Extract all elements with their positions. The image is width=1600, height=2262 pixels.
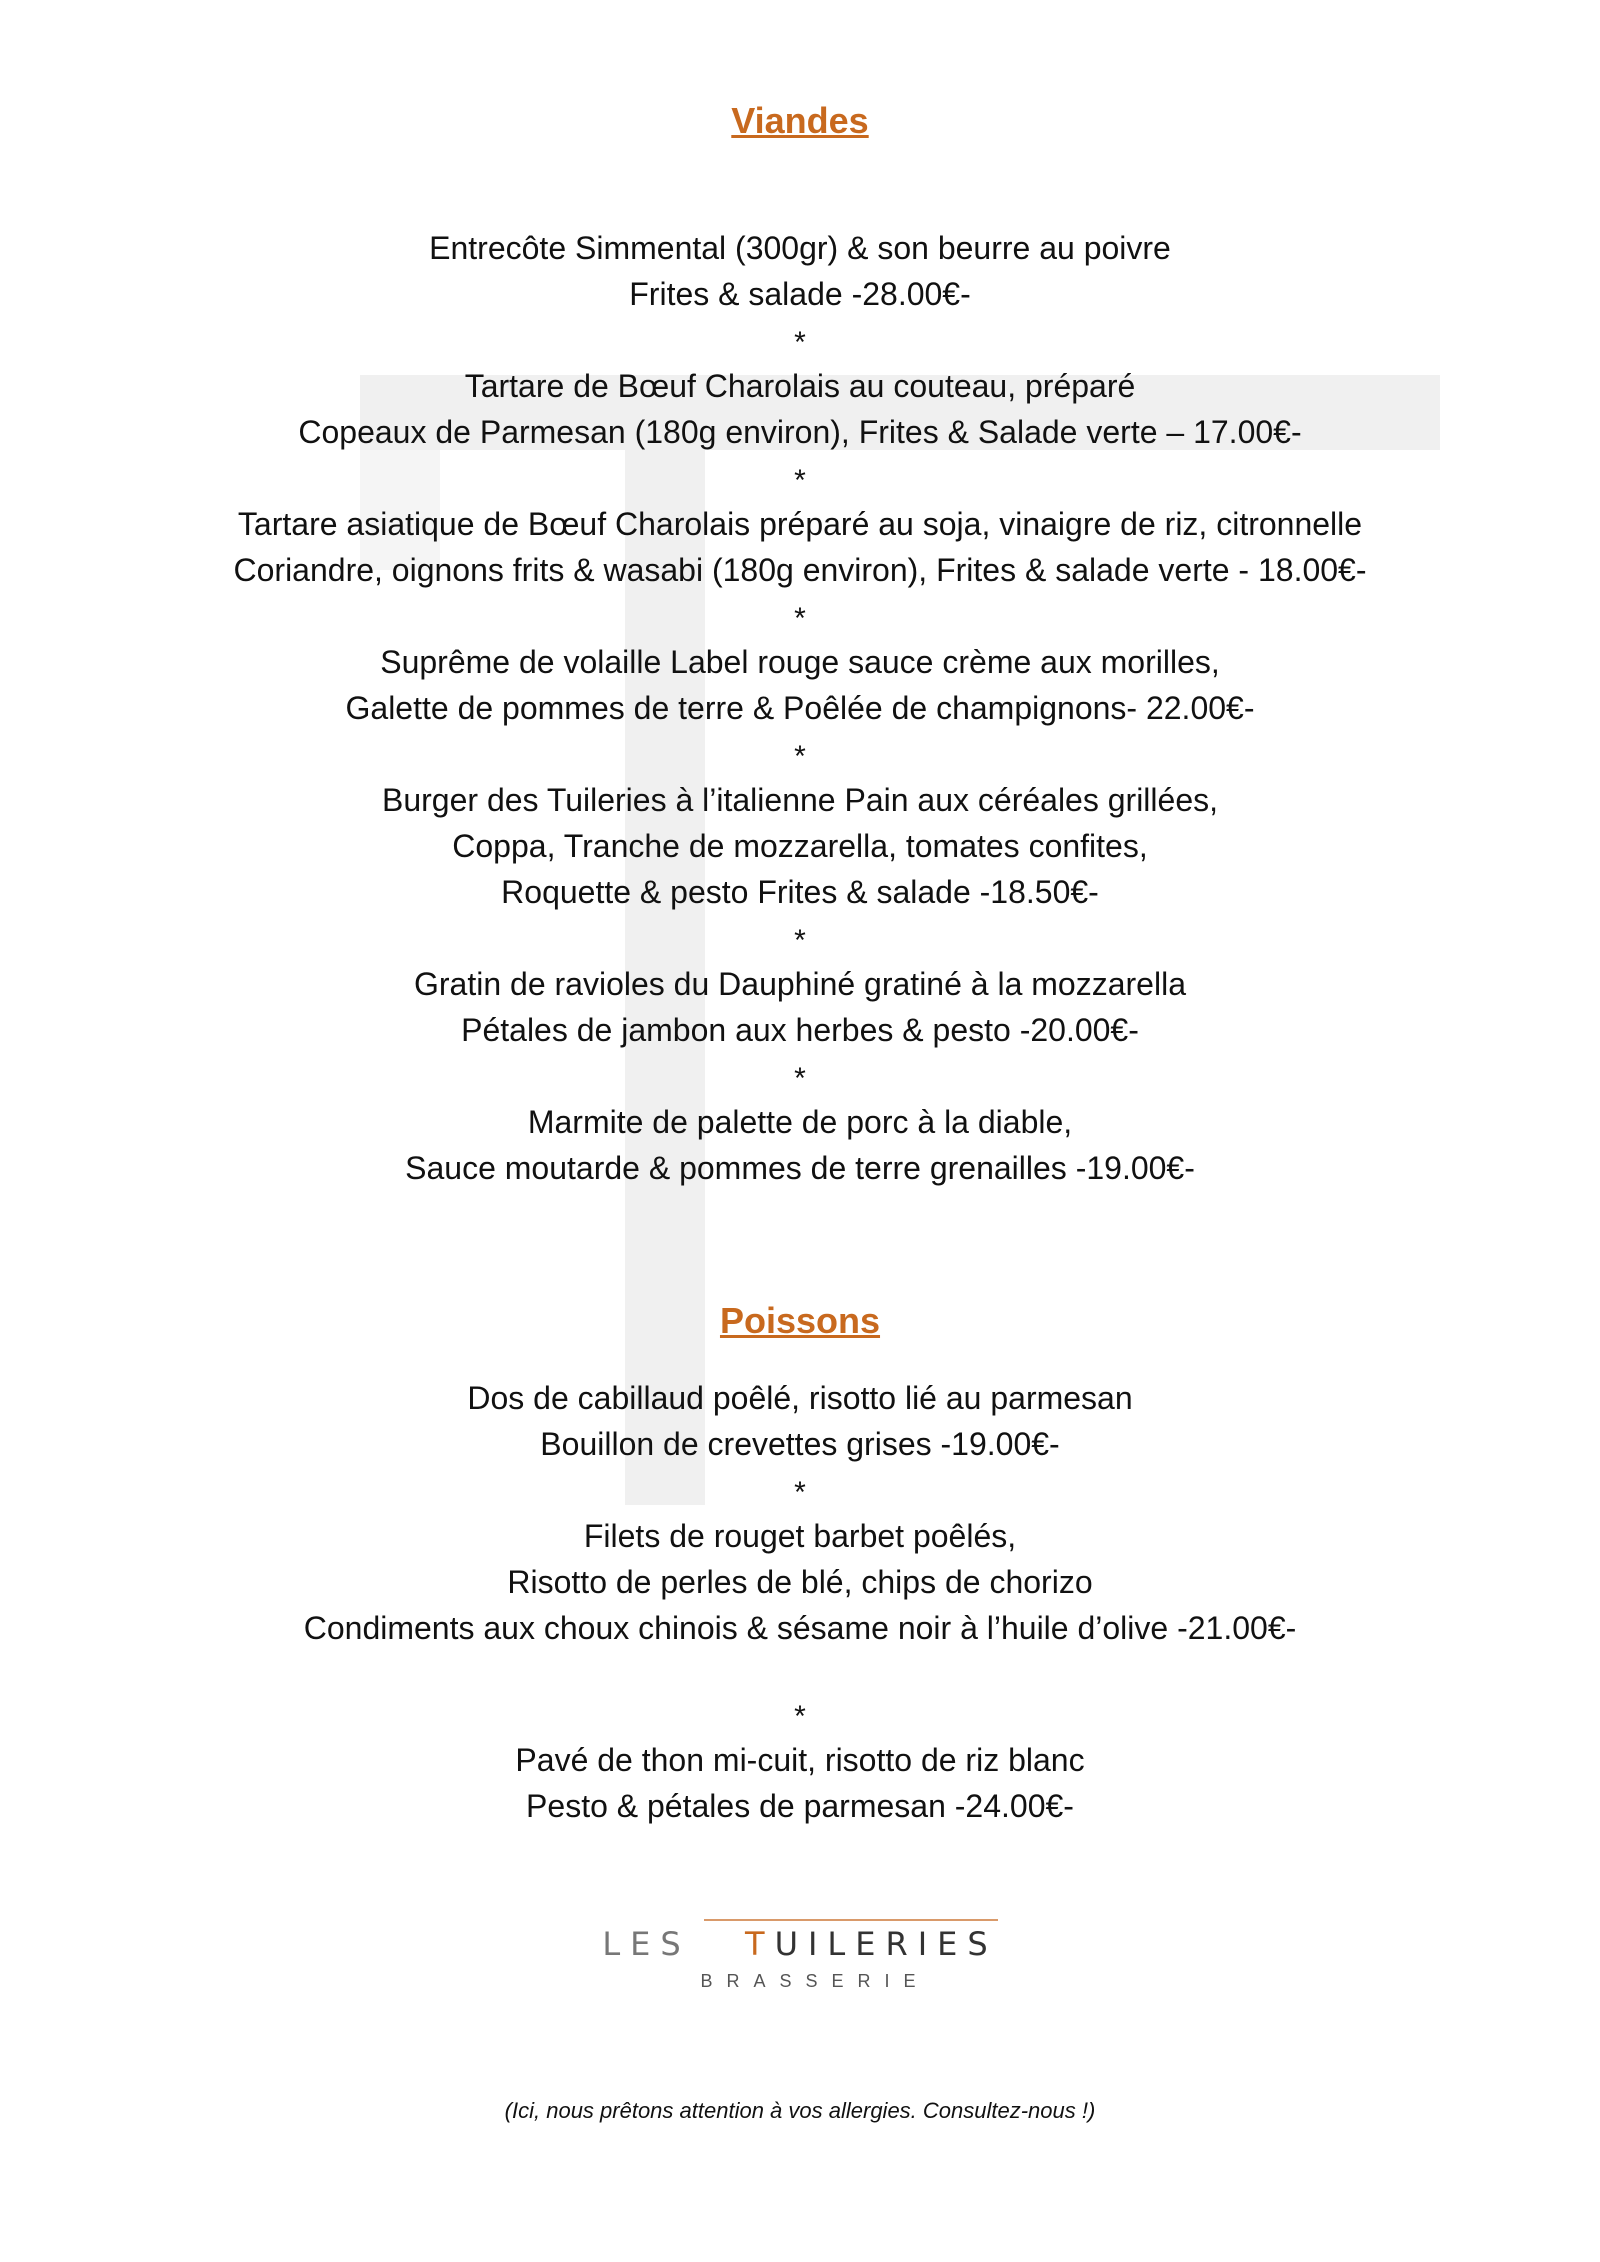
menu-item-line: Entrecôte Simmental (300gr) & son beurre au poivre: [429, 230, 1171, 266]
menu-item: [0, 639, 1600, 731]
menu-item-line: Galette de pommes de terre & Poêlée de champignons- 22.00€-: [345, 690, 1255, 726]
menu-item: [0, 1513, 1600, 1651]
menu-item-line: Coriandre, oignons frits & wasabi (180g environ), Frites & salade verte - 18.00€-: [233, 552, 1367, 588]
menu-item-line: Pavé de thon mi-cuit, risotto de riz blanc: [515, 1742, 1085, 1778]
menu-item-line: Sauce moutarde & pommes de terre grenailles -19.00€-: [405, 1150, 1195, 1186]
menu-item-line: Bouillon de crevettes grises -19.00€-: [540, 1426, 1060, 1462]
menu-item-line: Tartare de Bœuf Charolais au couteau, préparé: [464, 368, 1136, 404]
section-title-viandes: Viandes: [731, 100, 869, 141]
item-separator: *: [794, 1476, 806, 1509]
menu-item-line: Copeaux de Parmesan (180g environ), Frites & Salade verte – 17.00€-: [298, 414, 1302, 450]
menu-item-line: Coppa, Tranche de mozzarella, tomates confites,: [452, 828, 1148, 864]
allergy-footnote: (Ici, nous prêtons attention à vos allergies. Consultez-nous !): [504, 2098, 1096, 2123]
item-separator: *: [794, 1062, 806, 1095]
item-separator: *: [794, 602, 806, 635]
logo-accent-line: [704, 1919, 997, 1921]
brand-logo: [0, 1925, 1600, 1992]
menu-item-line: Burger des Tuileries à l’italienne Pain aux céréales grillées,: [382, 782, 1218, 818]
menu-item: [0, 1099, 1600, 1191]
menu-item: [0, 363, 1600, 455]
menu-item-line: Condiments aux choux chinois & sésame noir à l’huile d’olive -21.00€-: [303, 1610, 1297, 1646]
item-separator: *: [794, 326, 806, 359]
menu-item: [0, 961, 1600, 1053]
spacer: [0, 1651, 1600, 1691]
item-separator: *: [794, 924, 806, 957]
menu-item-line: Risotto de perles de blé, chips de chorizo: [507, 1564, 1093, 1600]
menu-item-line: Marmite de palette de porc à la diable,: [527, 1104, 1073, 1140]
logo-les: LES: [602, 1925, 691, 1963]
menu-item: [0, 777, 1600, 915]
viandes-list: [0, 225, 1600, 1191]
item-separator: *: [794, 464, 806, 497]
menu-item-line: Dos de cabillaud poêlé, risotto lié au parmesan: [467, 1380, 1133, 1416]
menu-item-line: Tartare asiatique de Bœuf Charolais préparé au soja, vinaigre de riz, citronnelle: [237, 506, 1363, 542]
logo-tuileries: UILERIES: [774, 1925, 998, 1963]
menu-item-line: Frites & salade -28.00€-: [629, 276, 971, 312]
menu-item: [0, 501, 1600, 593]
menu-item-line: Filets de rouget barbet poêlés,: [583, 1518, 1017, 1554]
menu-item: [0, 1737, 1600, 1829]
menu-item: [0, 225, 1600, 317]
item-separator: *: [794, 1700, 806, 1733]
menu-item-line: Roquette & pesto Frites & salade -18.50€-: [501, 874, 1099, 910]
logo-t: T: [745, 1925, 775, 1963]
menu-item: [0, 1375, 1600, 1467]
item-separator: *: [794, 740, 806, 773]
menu-item-line: Pétales de jambon aux herbes & pesto -20.00€-: [461, 1012, 1139, 1048]
menu-item-line: Pesto & pétales de parmesan -24.00€-: [526, 1788, 1074, 1824]
logo-wordmark: [602, 1925, 997, 1963]
logo-brasserie: BRASSERIE: [700, 1971, 930, 1991]
poissons-list: [0, 1375, 1600, 1829]
menu-item-line: Suprême de volaille Label rouge sauce crème aux morilles,: [380, 644, 1220, 680]
section-title-poissons: Poissons: [719, 1300, 881, 1341]
menu-item-line: Gratin de ravioles du Dauphiné gratiné à la mozzarella: [414, 966, 1186, 1002]
